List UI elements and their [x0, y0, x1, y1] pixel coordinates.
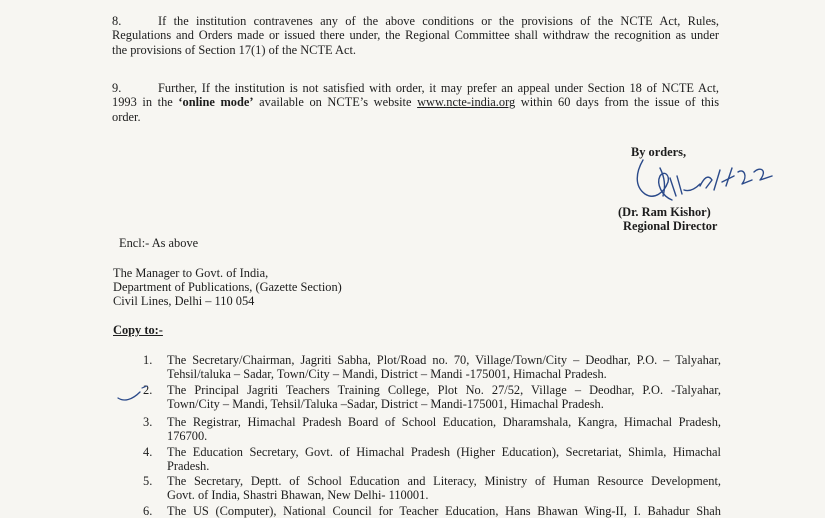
enclosure-note: Encl:- As above	[119, 236, 199, 250]
copy-to-item-number: 3.	[143, 415, 153, 429]
copy-to-item-line: The Education Secretary, Govt. of Himachal Pradesh (Higher Education), Secretariat, Shimla, Himachal	[167, 445, 721, 459]
addressee-line-3: Civil Lines, Delhi – 110 054	[113, 294, 255, 308]
paragraph-9-line-1: Further, If the institution is not satisfied with order, it may prefer an appeal under Section 18 of NCTE Act,	[158, 81, 719, 95]
signatory-name: (Dr. Ram Kishor)	[618, 205, 711, 219]
copy-to-item-line: The US (Computer), National Council for Teacher Education, Hans Bhawan Wing-II, I. Bahadur Shah	[167, 504, 721, 518]
paragraph-9-line-2	[112, 95, 719, 109]
paragraph-9-text-a: 1993 in the	[112, 95, 179, 110]
addressee-line-2: Department of Publications, (Gazette Section)	[113, 280, 342, 294]
copy-to-item-number: 6.	[143, 504, 153, 518]
copy-to-item-line: The Principal Jagriti Teachers Training College, Plot No. 27/52, Village – Deodhar, P.O. -Talyahar,	[167, 383, 721, 397]
copy-to-item-number: 2.	[143, 383, 153, 397]
copy-to-item-number: 1.	[143, 353, 153, 367]
online-mode-text: ‘online mode’	[178, 95, 254, 110]
paragraph-8-line-3: the provisions of Section 17(1) of the NCTE Act.	[112, 42, 356, 57]
paragraph-8-number: 8.	[112, 14, 122, 28]
paragraph-8-line-2: Regulations and Orders made or issued there under, the Regional Committee shall withdraw the recognition as under	[112, 28, 719, 43]
paragraph-9-number: 9.	[112, 81, 122, 95]
copy-to-heading: Copy to:-	[113, 323, 163, 337]
copy-to-item-line: The Registrar, Himachal Pradesh Board of School Education, Dharamshala, Kangra, Himachal Pradesh,	[167, 415, 721, 429]
by-orders-text: By orders,	[631, 145, 687, 159]
paragraph-9-line-3: order.	[112, 109, 141, 124]
paragraph-9-text-c: within 60 days from the issue of this	[515, 95, 720, 110]
copy-to-item-line: 176700.	[167, 429, 208, 444]
copy-to-item-line: Tehsil/taluka – Sadar, Town/City – Mandi, District – Mandi -175001, Himachal Pradesh.	[167, 367, 607, 382]
paragraph-9-text-b: available on NCTE’s website	[253, 95, 418, 110]
paragraph-9	[112, 81, 719, 124]
copy-to-item-number: 5.	[143, 474, 153, 488]
copy-to-item-line: The Secretary, Deptt. of School Education and Literacy, Ministry of Human Resource Development,	[167, 474, 721, 488]
paragraph-8-line-1: If the institution contravenes any of the above conditions or the provisions of the NCTE Act, Rules,	[158, 14, 719, 28]
copy-to-item-number: 4.	[143, 445, 153, 459]
ncte-website-link[interactable]: www.ncte-india.org	[417, 95, 516, 110]
copy-to-item-line: Govt. of India, Shastri Bhawan, New Delhi- 110001.	[167, 488, 429, 503]
signatory-designation: Regional Director	[623, 219, 718, 233]
addressee-line-1: The Manager to Govt. of India,	[113, 266, 269, 280]
copy-to-item-line: The Secretary/Chairman, Jagriti Sabha, Plot/Road no. 70, Village/Town/City – Deodhar, P.O. – Talyahar,	[167, 353, 721, 367]
paragraph-8	[112, 14, 719, 57]
copy-to-item-line: Town/City – Mandi, Tehsil/Taluka –Sadar, District – Mandi-175001, Himachal Pradesh.	[167, 397, 604, 412]
copy-to-item-line: Pradesh.	[167, 459, 210, 474]
